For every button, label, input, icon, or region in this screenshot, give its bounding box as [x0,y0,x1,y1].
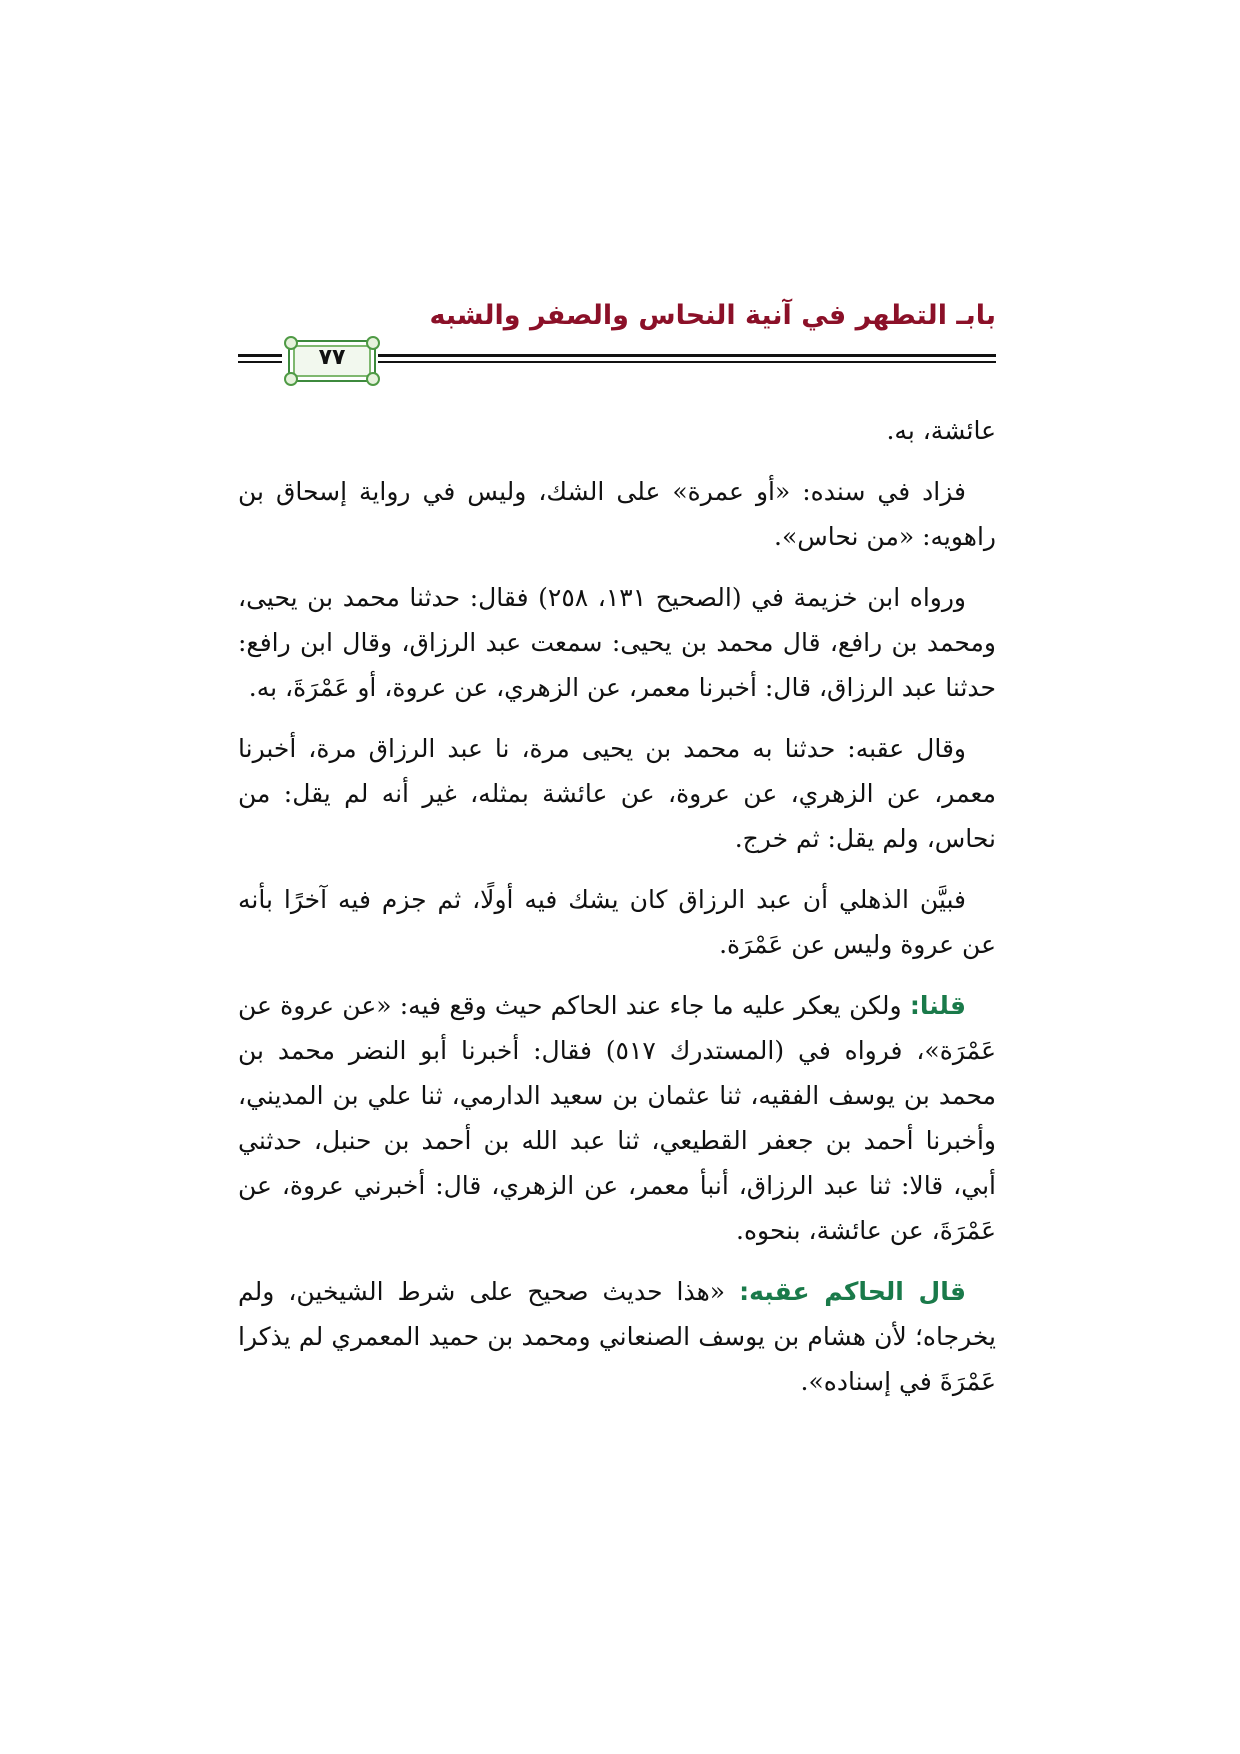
paragraph-label: قال الحاكم عقبه: [739,1277,966,1306]
paragraph-text: فبيَّن الذهلي أن عبد الرزاق كان يشك فيه أولًا، ثم جزم فيه آخرًا بأنه عن عروة وليس عن عَمْرَة. [238,885,996,959]
header-rule-right-bottom [378,361,996,363]
paragraph-text: فزاد في سنده: «أو عمرة» على الشك، وليس في رواية إسحاق بن راهويه: «من نحاس». [238,477,996,551]
page-number: ٧٧ [318,345,346,370]
paragraph [238,726,996,861]
paragraph-text: ورواه ابن خزيمة في (الصحيح ١٣١، ٢٥٨) فقال: حدثنا محمد بن يحيى، ومحمد بن رافع، قال محمد بن يحيى: سمعت عبد الرزاق، وقال ابن رافع: حدثنا عبد الرزاق، قال: أخبرنا معمر، عن الزهري، عن عروة، أو عَمْرَةَ، به. [238,583,996,702]
paragraph-label: قلنا: [909,991,966,1020]
paragraph [238,575,996,710]
ornament-icon [366,372,380,386]
page-body [238,408,996,1420]
chapter-title: بابـ التطهر في آنية النحاس والصفر والشبه [429,300,996,331]
page-number-badge [288,340,376,382]
paragraph [238,408,996,453]
paragraph-text: «هذا حديث صحيح على شرط الشيخين، ولم يخرجاه؛ لأن هشام بن يوسف الصنعاني ومحمد بن حميد المعمري لم يذكرا عَمْرَةَ في إسناده». [238,1277,996,1396]
page-header [238,300,996,395]
ornament-icon [284,372,298,386]
paragraph [238,983,996,1253]
header-rule-left-bottom [238,361,282,363]
paragraph [238,877,996,967]
paragraph [238,469,996,559]
paragraph-text: وقال عقبه: حدثنا به محمد بن يحيى مرة، نا عبد الرزاق مرة، أخبرنا معمر، عن الزهري، عن عروة، عن عائشة بمثله، غير أنه لم يقل: من نحاس، ولم يقل: ثم خرج. [238,734,996,853]
paragraph-text: عائشة، به. [886,416,996,445]
paragraph-text: ولكن يعكر عليه ما جاء عند الحاكم حيث وقع فيه: «عن عروة عن عَمْرَة»، فرواه في (المستدرك ٥١٧) فقال: أخبرنا أبو النضر محمد بن محمد بن يوسف الفقيه، ثنا عثمان بن سعيد الدارمي، ثنا علي بن المديني، وأخبرنا أحمد بن جعفر القطيعي، ثنا عبد الله بن أحمد بن حنبل، حدثني أبي، قالا: ثنا عبد الرزاق، أنبأ معمر، عن الزهري، قال: أخبرني عروة، عن عَمْرَةَ، عن عائشة، بنحوه. [238,991,996,1245]
header-rule-left-top [238,354,282,357]
paragraph [238,1269,996,1404]
header-rule-right-top [378,354,996,357]
